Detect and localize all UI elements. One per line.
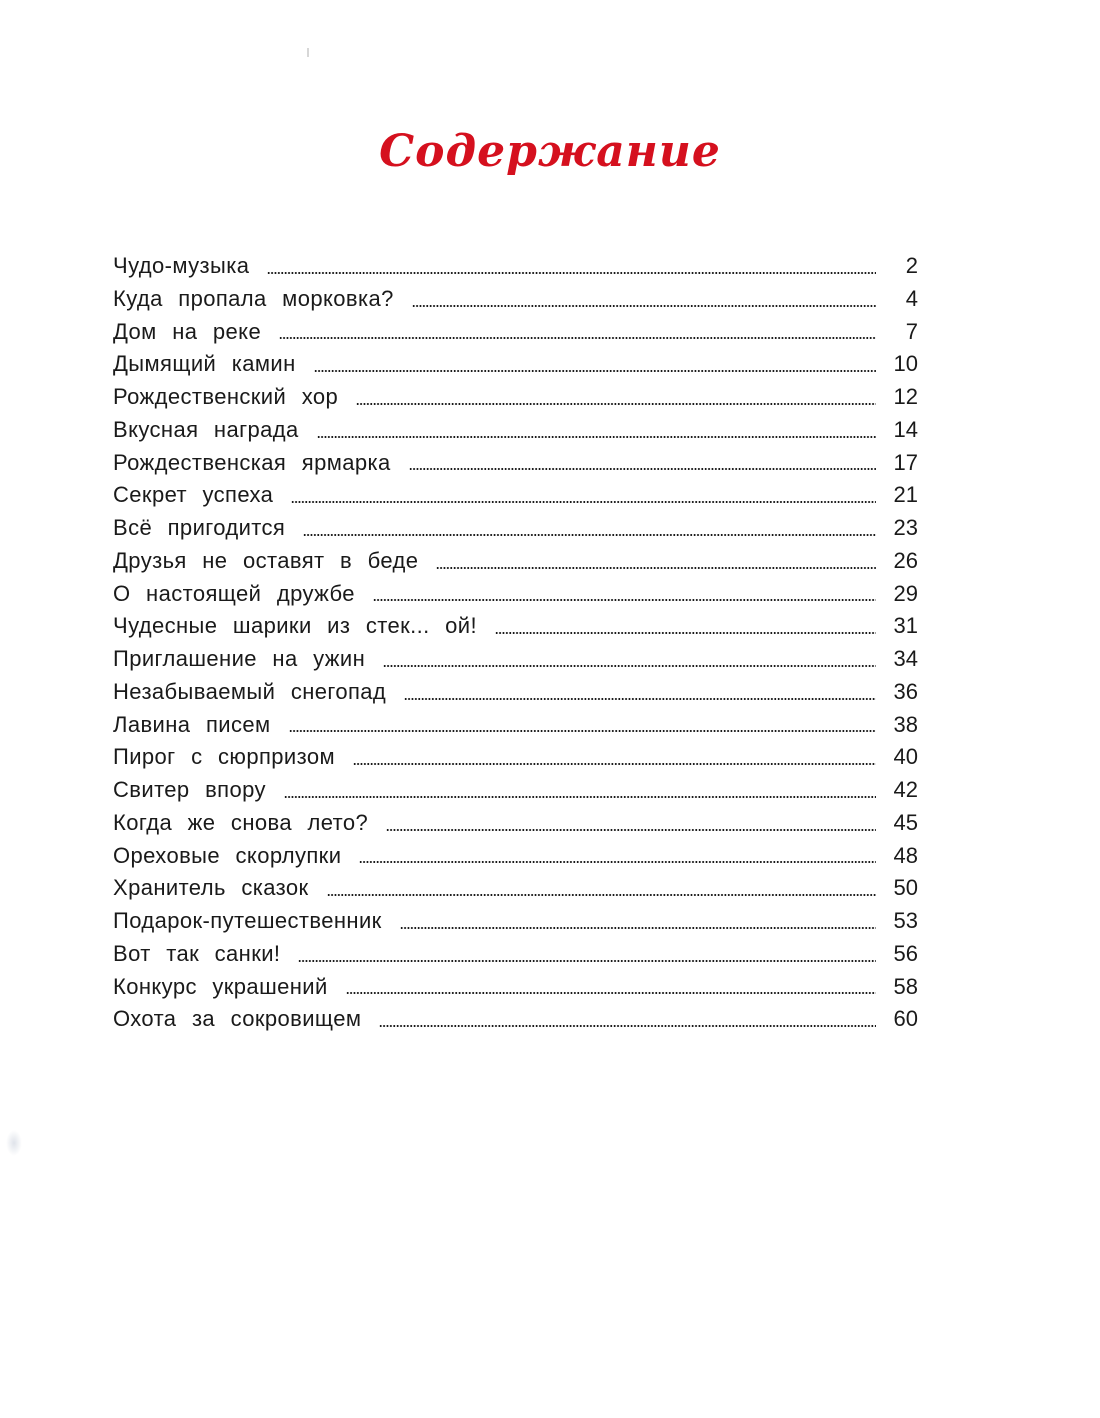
toc-entry-page: 60 (893, 1006, 918, 1032)
toc-entry (113, 971, 918, 1004)
toc-entry (113, 1003, 918, 1036)
dot-leader (317, 436, 876, 438)
dot-leader (409, 468, 876, 470)
toc-entry-title: Свитер впору (113, 777, 266, 802)
toc-entry-page: 38 (893, 711, 918, 737)
dot-leader (267, 272, 876, 274)
toc-entry-page: 40 (893, 744, 918, 770)
dot-leader (495, 632, 876, 634)
toc-entry (113, 610, 918, 643)
dot-leader (284, 796, 876, 798)
toc-entry (113, 872, 918, 905)
toc-entry-title: Незабываемый снегопад (113, 678, 387, 704)
dot-leader (400, 927, 876, 929)
toc-entry (113, 414, 918, 447)
toc-entry (113, 316, 918, 349)
toc-entry-page: 56 (893, 940, 918, 966)
toc-entry-title: Ореховые скорлупки (113, 842, 342, 868)
toc-entry-title: Пирог с сюрпризом (113, 744, 335, 770)
toc-entry (113, 643, 918, 676)
dot-leader (359, 861, 876, 863)
dot-leader (436, 567, 876, 569)
toc-entry-page: 45 (893, 809, 918, 835)
dot-leader (383, 665, 876, 667)
dot-leader (356, 403, 876, 405)
toc-entry-title: Вкусная награда (113, 416, 299, 442)
dot-leader (353, 763, 876, 765)
toc-entry (113, 676, 918, 709)
toc-entry-title: Подарок-путешественник (113, 908, 382, 933)
toc-entry-page: 7 (905, 318, 918, 344)
toc-entry-title: Чудо-музыка (113, 253, 250, 278)
toc-entry (113, 512, 918, 545)
toc-entry (113, 479, 918, 512)
toc-entry-page: 29 (893, 580, 918, 606)
dot-leader (346, 992, 876, 994)
dot-leader (373, 599, 876, 601)
dot-leader (379, 1025, 876, 1027)
toc-entry-page: 17 (893, 449, 918, 475)
toc-entry-page: 31 (893, 613, 918, 639)
dot-leader (291, 501, 876, 503)
table-of-contents (113, 250, 918, 1036)
toc-entry-title: Чудесные шарики из стек... ой! (113, 613, 478, 639)
toc-entry-title: Вот так санки! (113, 940, 281, 966)
toc-entry (113, 381, 918, 414)
toc-entry (113, 905, 918, 938)
toc-entry (113, 774, 918, 807)
toc-entry-page: 26 (893, 547, 918, 573)
toc-entry (113, 250, 918, 283)
toc-entry-title: Хранитель сказок (113, 875, 309, 901)
dot-leader (386, 829, 876, 831)
toc-entry-page: 23 (893, 515, 918, 540)
toc-entry-title: Всё пригодится (113, 515, 286, 540)
toc-entry (113, 938, 918, 971)
toc-entry-page: 34 (893, 646, 918, 671)
toc-entry-page: 58 (893, 973, 918, 999)
toc-entry-title: Куда пропала морковка? (113, 285, 394, 311)
toc-entry-title: Рождественский хор (113, 384, 339, 409)
toc-entry (113, 348, 918, 381)
toc-entry-page: 42 (893, 777, 918, 802)
toc-entry-page: 36 (893, 678, 918, 704)
toc-entry-title: Приглашение на ужин (113, 646, 366, 671)
dot-leader (412, 305, 876, 307)
toc-entry (113, 807, 918, 840)
toc-entry-title: Охота за сокровищем (113, 1006, 362, 1032)
print-mark (307, 48, 309, 57)
page-title: Содержание (379, 126, 721, 177)
toc-entry (113, 840, 918, 873)
dot-leader (404, 698, 876, 700)
toc-entry-title: Рождественская ярмарка (113, 449, 391, 475)
toc-entry-page: 21 (893, 482, 918, 508)
toc-entry (113, 545, 918, 578)
toc-entry (113, 578, 918, 611)
toc-entry-page: 14 (893, 416, 918, 442)
page-smudge (6, 1130, 22, 1156)
toc-entry-page: 50 (893, 875, 918, 901)
toc-entry-page: 10 (893, 351, 918, 377)
toc-entry-title: Секрет успеха (113, 482, 274, 508)
toc-entry-title: О настоящей дружбе (113, 580, 355, 606)
toc-entry-page: 4 (905, 285, 918, 311)
dot-leader (298, 960, 876, 962)
toc-entry-title: Дом на реке (113, 318, 262, 344)
dot-leader (289, 730, 876, 732)
dot-leader (314, 370, 876, 372)
toc-entry (113, 741, 918, 774)
toc-entry-title: Лавина писем (113, 711, 271, 737)
toc-entry-page: 2 (905, 253, 918, 278)
toc-entry-title: Дымящий камин (113, 351, 296, 377)
toc-entry-title: Когда же снова лето? (113, 809, 369, 835)
toc-entry-title: Конкурс украшений (113, 973, 328, 999)
toc-entry (113, 709, 918, 742)
dot-leader (279, 337, 876, 339)
toc-entry-page: 53 (893, 908, 918, 933)
toc-entry-page: 48 (893, 842, 918, 868)
toc-entry (113, 447, 918, 480)
dot-leader (327, 894, 876, 896)
toc-entry-page: 12 (893, 384, 918, 409)
toc-entry (113, 283, 918, 316)
toc-entry-title: Друзья не оставят в беде (113, 547, 419, 573)
dot-leader (303, 534, 876, 536)
